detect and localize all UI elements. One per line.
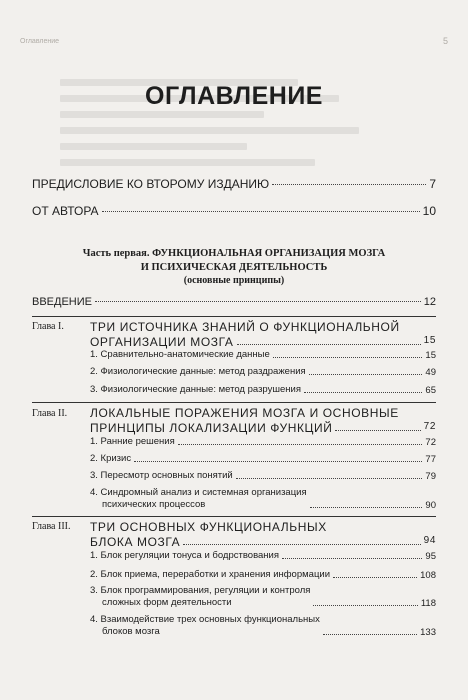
dot-leader (313, 605, 417, 606)
chapter-2-title[interactable] (90, 406, 436, 434)
section-title-line1: 4. Взаимодействие трех основных функциональных (90, 614, 320, 625)
dot-leader (102, 211, 420, 212)
dot-leader (282, 558, 422, 559)
section-page: 108 (420, 570, 436, 581)
folio-mark: 5 (442, 36, 448, 46)
toc-entry-preface[interactable] (32, 177, 436, 191)
dot-leader (134, 461, 422, 462)
dot-leader (273, 357, 423, 358)
toc-section[interactable] (90, 614, 436, 638)
section-title: 2. Кризис (90, 453, 132, 464)
section-page: 65 (425, 385, 436, 396)
toc-section[interactable] (90, 550, 436, 562)
section-title-wrap (90, 487, 307, 511)
chapter-title-line2: ОРГАНИЗАЦИИ МОЗГА (90, 335, 234, 349)
chapter-1-title[interactable] (90, 320, 436, 348)
section-title: 2. Блок приема, переработки и хранения информации (90, 569, 330, 580)
section-page: 79 (425, 471, 436, 482)
chapter-title-line1: ТРИ ОСНОВНЫХ ФУНКЦИОНАЛЬНЫХ (90, 520, 327, 534)
chapter-page: 15 (423, 335, 436, 346)
section-title-wrap (90, 614, 320, 638)
section-page: 72 (425, 437, 436, 448)
entry-label: ВВЕДЕНИЕ (32, 296, 92, 308)
chapter-title-line1: ЛОКАЛЬНЫЕ ПОРАЖЕНИЯ МОЗГА И ОСНОВНЫЕ (90, 406, 399, 420)
dot-leader (178, 444, 423, 445)
section-title: 3. Физиологические данные: метод разрушения (90, 384, 301, 395)
entry-label: ОТ АВТОРА (32, 204, 99, 218)
entry-page: 12 (423, 296, 436, 308)
section-title: 1. Ранние решения (90, 436, 175, 447)
toc-section[interactable] (90, 585, 436, 609)
section-page: 15 (425, 350, 436, 361)
toc-section[interactable] (90, 384, 436, 396)
chapter-title-line2-row (90, 534, 436, 548)
section-page: 49 (425, 367, 436, 378)
page-header (20, 38, 448, 50)
toc-section[interactable] (90, 349, 436, 361)
section-title-line1: 4. Синдромный анализ и системная организация (90, 487, 307, 498)
dot-leader (183, 544, 420, 545)
chapter-label: Глава III. (32, 521, 71, 532)
entry-label: ПРЕДИСЛОВИЕ КО ВТОРОМУ ИЗДАНИЮ (32, 177, 270, 191)
dot-leader (304, 392, 422, 393)
section-title-line2: сложных форм деятельности (102, 597, 232, 608)
section-page: 77 (425, 454, 436, 465)
running-head: Оглавление (20, 38, 60, 45)
section-title-wrap (90, 585, 310, 609)
section-title: 3. Пересмотр основных понятий (90, 470, 233, 481)
toc-section[interactable] (90, 569, 436, 581)
dot-leader (309, 374, 423, 375)
toc-section[interactable] (90, 487, 436, 511)
dot-leader (310, 507, 423, 508)
section-title: 1. Сравнительно-анатомические данные (90, 349, 270, 360)
toc-entry-author[interactable] (32, 204, 436, 218)
entry-page: 7 (429, 177, 436, 191)
dot-leader (333, 577, 417, 578)
chapter-title-line2: ПРИНЦИПЫ ЛОКАЛИЗАЦИИ ФУНКЦИЙ (90, 421, 333, 435)
chapter-divider (32, 516, 436, 517)
chapter-divider (32, 316, 436, 317)
dot-leader (272, 184, 426, 185)
chapter-label: Глава II. (32, 408, 68, 419)
chapter-title-line1: ТРИ ИСТОЧНИКА ЗНАНИЙ О ФУНКЦИОНАЛЬНОЙ (90, 320, 400, 334)
toc-section[interactable] (90, 453, 436, 465)
section-title-line2: психических процессов (102, 499, 206, 510)
chapter-page: 94 (423, 535, 436, 546)
section-page: 95 (425, 551, 436, 562)
section-title-line1: 3. Блок программирования, регуляции и контроля (90, 585, 311, 596)
section-page: 90 (425, 500, 436, 511)
dot-leader (236, 478, 423, 479)
chapter-title-line2-row (90, 334, 436, 348)
chapter-divider (32, 402, 436, 403)
chapter-title-line2-row (90, 420, 436, 434)
dot-leader (237, 344, 421, 345)
chapter-page: 72 (423, 421, 436, 432)
part-subtitle: (основные принципы) (183, 275, 285, 286)
section-page: 133 (420, 627, 436, 638)
chapter-title-line2: БЛОКА МОЗГА (90, 535, 181, 549)
dot-leader (95, 301, 421, 302)
entry-page: 10 (422, 204, 436, 218)
toc-section[interactable] (90, 366, 436, 378)
dot-leader (335, 430, 420, 431)
section-title: 1. Блок регуляции тонуса и бодрствования (90, 550, 279, 561)
part-title-line2: И ПСИХИЧЕСКАЯ ДЕЯТЕЛЬНОСТЬ (140, 261, 328, 273)
section-title-line2: блоков мозга (102, 626, 160, 637)
chapter-label: Глава I. (32, 321, 64, 332)
toc-entry-introduction[interactable] (32, 296, 436, 308)
part-heading (30, 247, 438, 288)
section-title: 2. Физиологические данные: метод раздражения (90, 366, 306, 377)
toc-section[interactable] (90, 436, 436, 448)
section-page: 118 (420, 598, 436, 609)
toc-section[interactable] (90, 470, 436, 482)
page-title: ОГЛАВЛЕНИЕ (145, 82, 323, 110)
part-title-line1: Часть первая. ФУНКЦИОНАЛЬНАЯ ОРГАНИЗАЦИЯ МОЗГА (82, 248, 386, 259)
dot-leader (323, 634, 417, 635)
chapter-3-title[interactable] (90, 520, 436, 548)
